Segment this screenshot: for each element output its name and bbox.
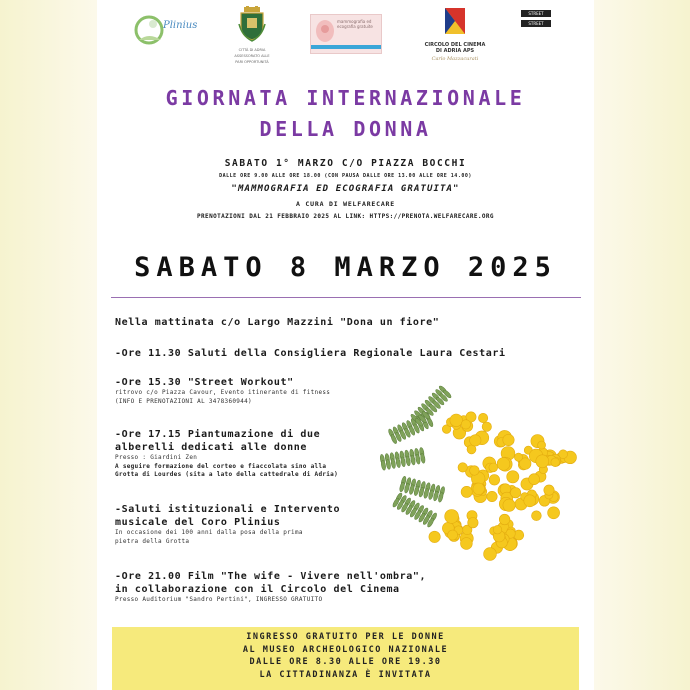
footer-line-3: DALLE ORE 8.30 ALLE ORE 19.30	[249, 657, 442, 667]
event-2100-head-1: -Ore 21.00 Film "The wife - Vivere nell'ombra",	[115, 571, 427, 582]
event-1715	[115, 428, 338, 480]
city-crest-icon	[232, 6, 272, 66]
main-date: SABATO 8 MARZO 2025	[134, 252, 557, 283]
divider	[111, 297, 581, 298]
event-1530-head: -Ore 15.30 "Street Workout"	[115, 377, 294, 388]
banner-bar	[311, 45, 381, 49]
cinema-signature: Carlo Mazzacurati	[431, 56, 479, 62]
event-1715-head-1: -Ore 17.15 Piantumazione di due	[115, 429, 321, 440]
event-2100	[115, 570, 426, 605]
event-morning	[115, 316, 439, 329]
first-event-booking: PRENOTAZIONI DAL 21 FEBBRAIO 2025 AL LINK: HTTPS://PRENOTA.WELFARECARE.ORG	[197, 213, 494, 220]
crest-caption-2: ASSESSORATO ALLE	[234, 54, 270, 58]
first-event-date: SABATO 1° MARZO C/O PIAZZA BOCCHI	[224, 158, 467, 169]
first-event-hours: DALLE ORE 9.00 ALLE ORE 18.00 (CON PAUSA DALLE ORE 13.00 ALLE ORE 14.00)	[219, 173, 472, 179]
footer-line-1: INGRESSO GRATUITO PER LE DONNE	[246, 632, 445, 642]
cinema-club-logo-icon	[415, 6, 495, 72]
first-event-organizer: A CURA DI WELFARECARE	[296, 200, 395, 208]
title-line-2: DELLA DONNA	[259, 117, 432, 141]
plinius-logo-text: Plinius	[163, 20, 198, 31]
event-greetings	[115, 503, 340, 546]
event-1715-sub-2: A seguire formazione del corteo e fiaccolata sino alla	[115, 462, 327, 470]
event-1530-sub-2: (INFO E PRENOTAZIONI AL 3478360944)	[115, 397, 252, 405]
street-label-2: STREET	[521, 20, 551, 27]
footer-line-4: LA CITTADINANZA È INVITATA	[259, 669, 432, 680]
event-greetings-sub-2: pietra della Grotta	[115, 537, 190, 545]
plinius-logo-icon	[133, 10, 205, 50]
crest-caption-3: PARI OPPORTUNITÀ	[235, 60, 269, 64]
event-greetings-head-2: musicale del Coro Plinius	[115, 517, 281, 528]
cinema-line-2: DI ADRIA APS	[435, 48, 475, 54]
banner-text: mammografia ed ecografia gratuite	[337, 19, 373, 29]
title-line-1: GIORNATA INTERNAZIONALE	[165, 86, 526, 110]
event-2100-head-2: in collaborazione con il Circolo del Cinema	[115, 584, 400, 595]
welfarecare-banner-icon	[310, 14, 382, 54]
event-morning-head: Nella mattinata c/o Largo Mazzini "Dona un fiore"	[115, 317, 440, 328]
event-1715-head-2: alberelli dedicati alle donne	[115, 442, 307, 453]
poster	[97, 0, 594, 690]
event-1715-sub-3: Grotta di Lourdes (sita a lato della cattedrale di Adria)	[115, 471, 339, 478]
mimosa-flower-icon	[359, 368, 579, 568]
footer-box	[112, 627, 579, 690]
street-label-1: STREET	[521, 10, 551, 17]
event-greetings-head-1: -Saluti istituzionali e Intervento	[115, 504, 341, 515]
crest-caption-1: CITTÀ DI ADRIA	[238, 48, 266, 52]
event-1530-sub-1: ritrovo c/o Piazza Cavour, Evento itinerante di fitness	[115, 389, 331, 396]
event-greetings-sub-1: In occasione dei 100 anni dalla posa della prima	[115, 529, 303, 536]
event-1715-sub-1: Presso : Giardini Zen	[115, 454, 198, 461]
event-1530	[115, 376, 330, 406]
street-workout-logo-icon	[521, 10, 551, 40]
event-1130	[115, 347, 506, 360]
cinema-line-1: CIRCOLO DEL CINEMA	[424, 42, 486, 48]
event-2100-sub-1: Presso Auditorium "Sandro Pertini", INGRESSO GRATUITO	[115, 596, 323, 603]
first-event-title: "MAMMOGRAFIA ED ECOGRAFIA GRATUITA"	[231, 184, 460, 194]
logo-row	[97, 0, 594, 80]
footer-line-2: AL MUSEO ARCHEOLOGICO NAZIONALE	[242, 644, 449, 655]
event-1130-head: -Ore 11.30 Saluti della Consigliera Regionale Laura Cestari	[115, 348, 506, 359]
